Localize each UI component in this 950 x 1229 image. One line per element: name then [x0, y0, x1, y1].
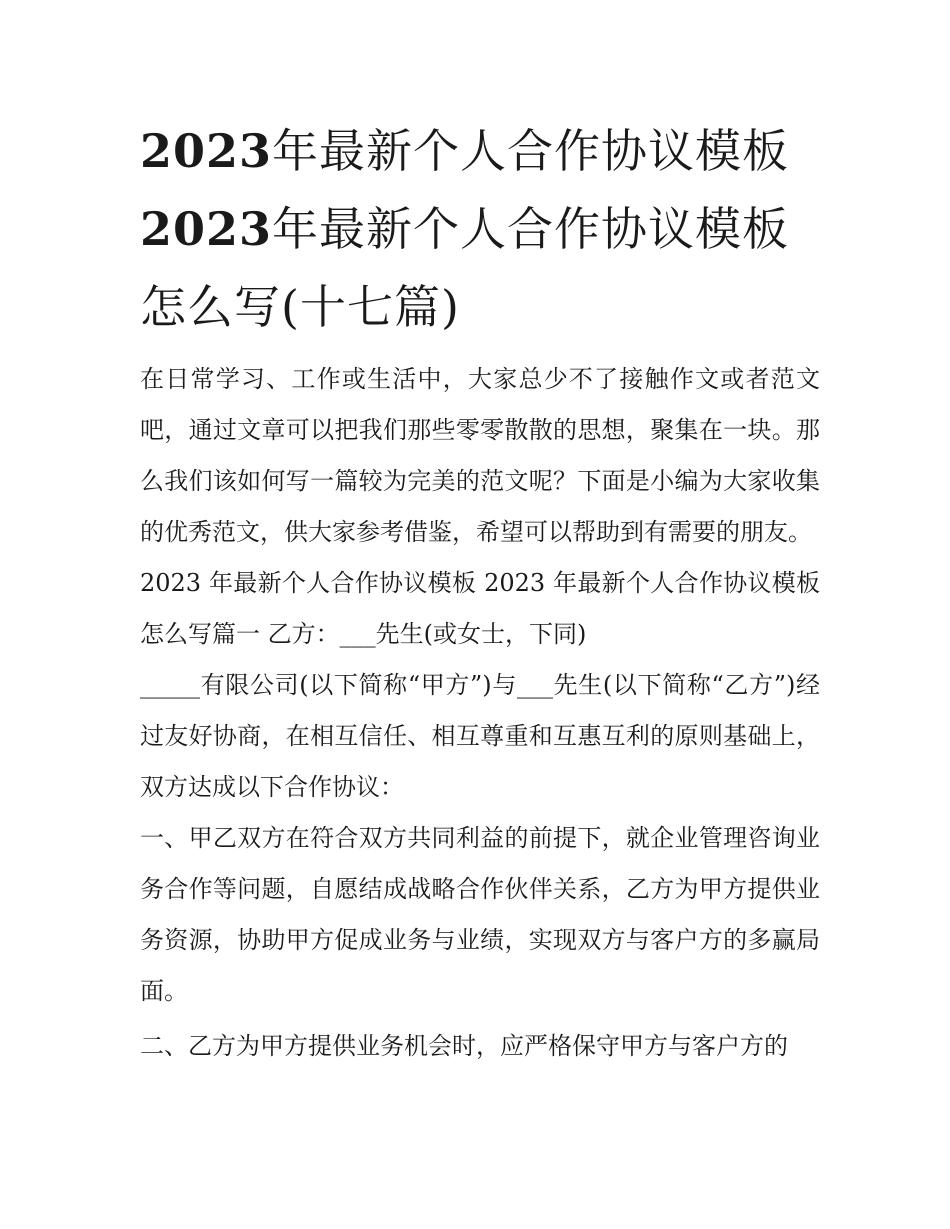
title-year-1: 2023 — [140, 124, 273, 178]
title-year-2: 2023 — [140, 202, 273, 256]
clause-paragraph: 一、甲乙双方在符合双方共同利益的前提下，就企业管理咨询业务合作等问题，自愿结成战略合作伙伴关系，乙方为甲方提供业务资源，协助甲方促成业务与业绩，实现双方与客户方的多赢局面。 — [140, 824, 820, 1005]
body-paragraph: _____有限公司(以下简称“甲方”)与___先生(以下简称“乙方”)经过友好协商，在相互信任、相互尊重和互惠互利的原则基础上，双方达成以下合作协议： — [140, 671, 820, 801]
body-paragraph: 2023 年最新个人合作协议模板 2023 年最新个人合作协议模板怎么写篇一 乙方：___先生(或女士，下同) — [140, 569, 820, 648]
intro-paragraph: 在日常学习、工作或生活中，大家总少不了接触作文或者范文吧，通过文章可以把我们那些零零散散的思想，聚集在一块。那么我们该如何写一篇较为完美的范文呢？下面是小编为大家收集的优秀范文，供大家参考借鉴，希望可以帮助到有需要的朋友。 — [140, 365, 820, 546]
document-title — [140, 112, 820, 346]
title-text-2: 年最新个人合作协议模板 — [272, 202, 790, 256]
document-page — [140, 112, 820, 1072]
title-text-3: 怎么写(十七篇) — [140, 280, 460, 334]
clause-paragraph: 二、乙方为甲方提供业务机会时，应严格保守甲方与客户方的 — [140, 1032, 788, 1060]
title-text-1: 年最新个人合作协议模板 — [272, 124, 790, 178]
